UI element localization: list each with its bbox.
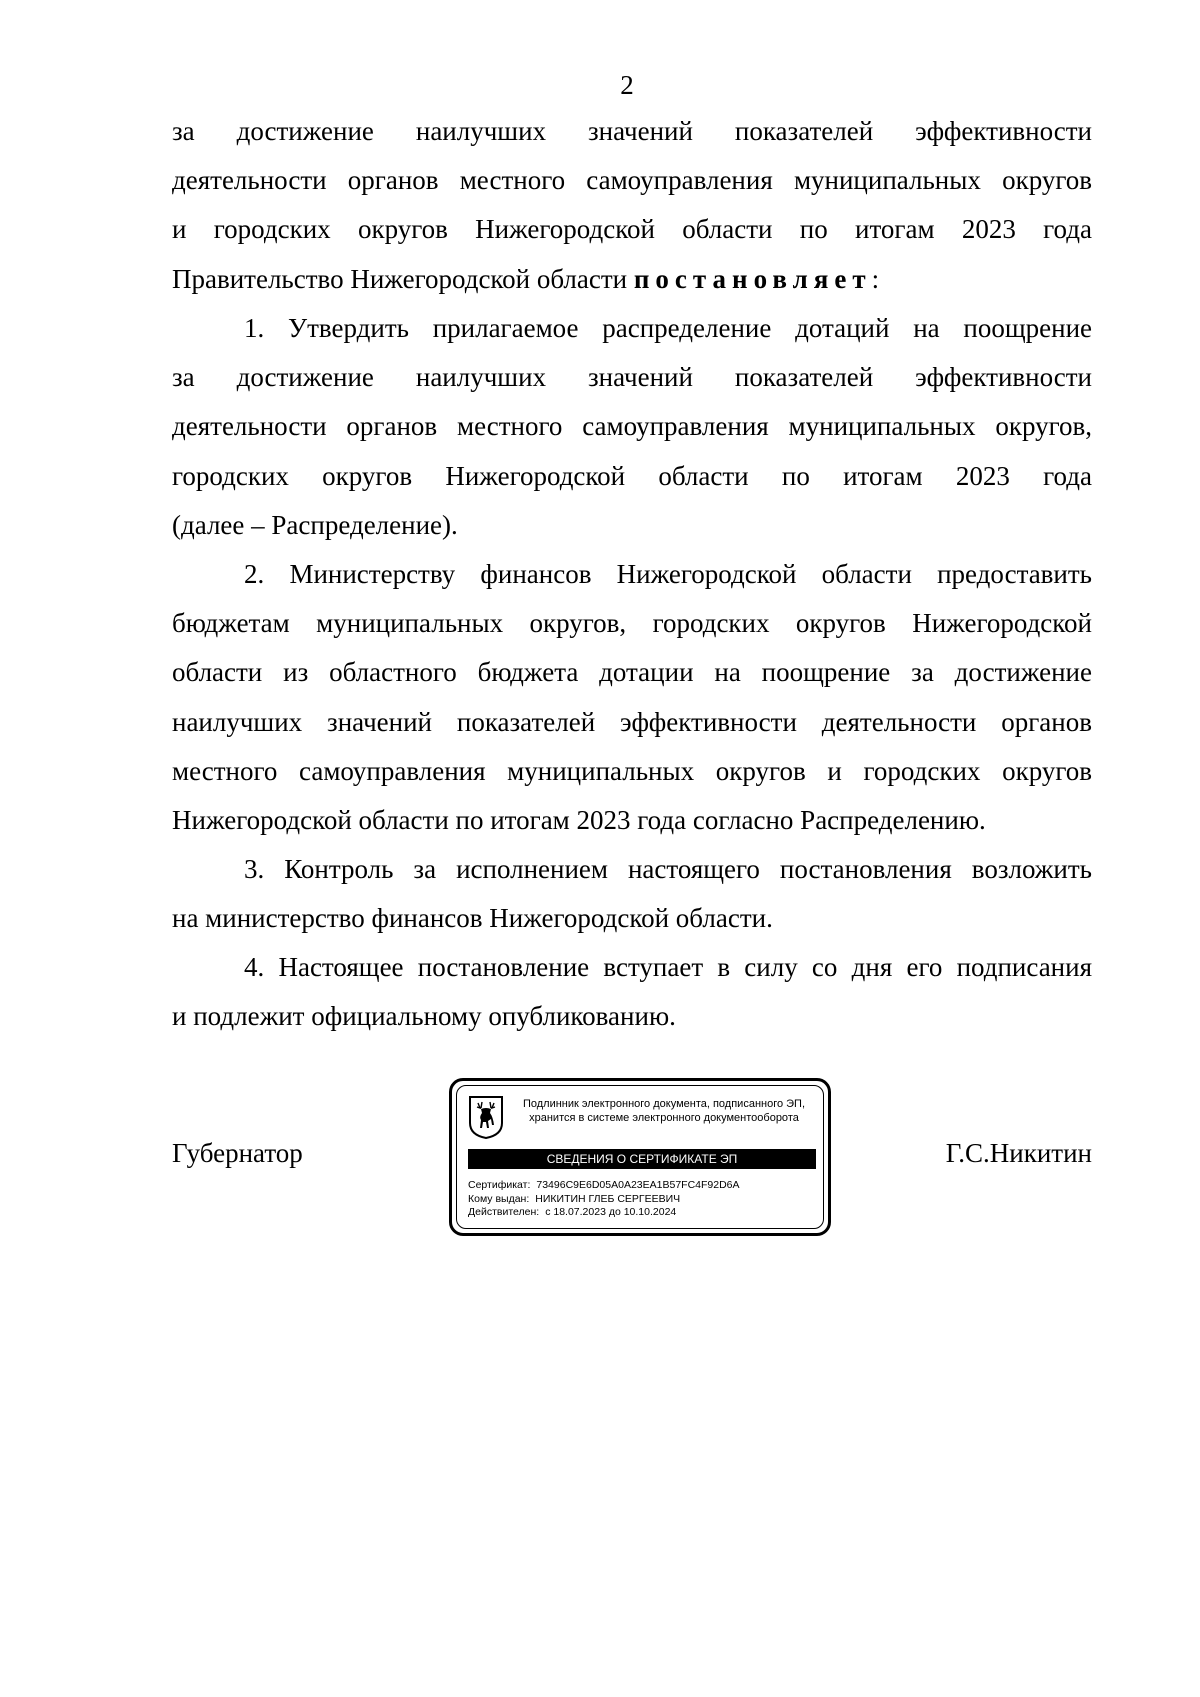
deer-emblem-icon: [468, 1095, 504, 1139]
text-line: [172, 255, 1092, 304]
item-1-paragraph: [172, 304, 1092, 550]
electronic-signature-stamp: [449, 1078, 831, 1236]
signatory-title: Губернатор: [172, 1138, 303, 1168]
stamp-header: [510, 1097, 818, 1125]
text-line: Нижегородской области по итогам 2023 года согласно Распределению.: [172, 805, 986, 836]
stamp-header-line: Подлинник электронного документа, подписанного ЭП,: [522, 1098, 806, 1110]
certificate-info-bar: СВЕДЕНИЯ О СЕРТИФИКАТЕ ЭП: [468, 1149, 816, 1169]
text-line: городских округов Нижегородской области по итогам 2023 года: [172, 460, 1092, 491]
text-line: области из областного бюджета дотации на поощрение за достижение: [172, 657, 1092, 688]
text-line: (далее – Распределение).: [172, 509, 458, 540]
text-line: 2. Министерству финансов Нижегородской области предоставить: [244, 559, 1092, 589]
page-number: 2: [620, 70, 634, 100]
text-line: деятельности органов местного самоуправления муниципальных округов,: [172, 411, 1092, 442]
stamp-header-line: хранится в системе электронного документооборота: [529, 1112, 799, 1124]
text-line: за достижение наилучших значений показателей эффективности: [172, 362, 1092, 393]
text-line: за достижение наилучших значений показателей эффективности: [172, 116, 1092, 146]
intro-paragraph: [172, 107, 1092, 304]
item-4-paragraph: [172, 943, 1092, 1041]
item-2-paragraph: [172, 550, 1092, 845]
text-line: наилучших значений показателей эффективности деятельности органов: [172, 706, 1092, 737]
text-line: на министерство финансов Нижегородской области.: [172, 903, 773, 934]
issued-to-label: Кому выдан:: [468, 1192, 530, 1205]
signatory-name: Г.С.Никитин: [945, 1138, 1092, 1168]
text-line: местного самоуправления муниципальных округов и городских округов: [172, 755, 1092, 786]
certificate-details: [468, 1179, 818, 1220]
text-line: 1. Утвердить прилагаемое распределение дотаций на поощрение: [244, 313, 1092, 343]
validity-value: с 18.07.2023 до 10.10.2024: [545, 1206, 677, 1218]
text-line: бюджетам муниципальных округов, городских округов Нижегородской: [172, 608, 1092, 639]
text-fragment: Правительство Нижегородской области: [172, 263, 634, 294]
text-line: и городских округов Нижегородской области по итогам 2023 года: [172, 214, 1092, 245]
certificate-value: 73496C9E6D05A0A23EA1B57FC4F92D6A: [536, 1179, 740, 1191]
item-3-paragraph: [172, 845, 1092, 943]
issued-to-row: [468, 1193, 818, 1207]
validity-label: Действителен:: [468, 1206, 540, 1218]
text-line: 3. Контроль за исполнением настоящего постановления возложить: [244, 854, 1092, 884]
decree-word: постановляет: [633, 263, 872, 294]
signature-block: [172, 1078, 1092, 1248]
text-line: деятельности органов местного самоуправления муниципальных округов: [172, 165, 1092, 196]
certificate-label: Сертификат:: [468, 1179, 531, 1191]
text-fragment: :: [871, 263, 880, 294]
text-line: и подлежит официальному опубликованию.: [172, 1001, 676, 1032]
text-line: 4. Настоящее постановление вступает в силу со дня его подписания: [244, 952, 1092, 982]
certificate-row: [468, 1179, 818, 1193]
validity-row: [468, 1206, 818, 1220]
issued-to-value: НИКИТИН ГЛЕБ СЕРГЕЕВИЧ: [535, 1192, 681, 1205]
